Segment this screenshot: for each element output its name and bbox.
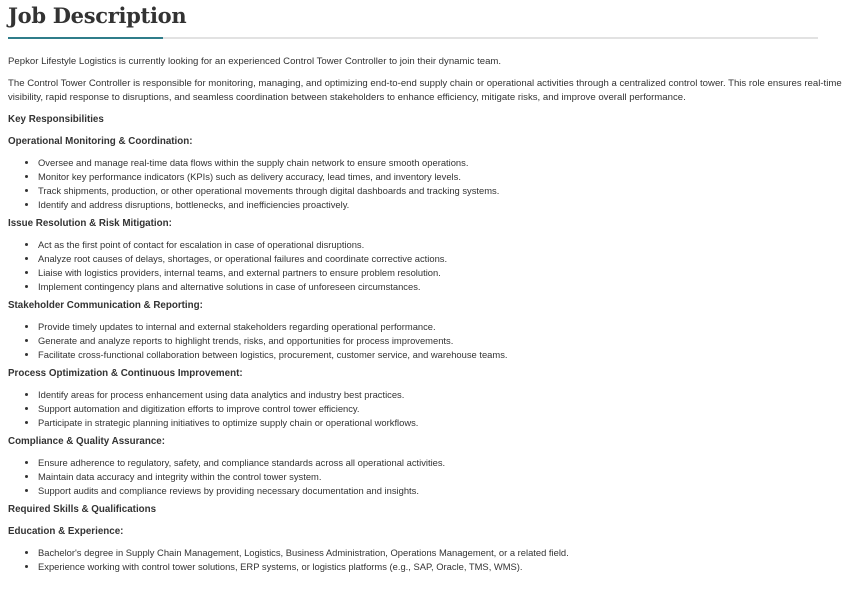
title-divider <box>8 37 818 39</box>
list-item: • Act as the first point of contact for escalation in case of operational disruptions. <box>38 238 845 252</box>
section-list-stakeholder-communication <box>8 320 845 362</box>
list-item: • Liaise with logistics providers, internal teams, and external partners to ensure problem resolution. <box>38 266 845 280</box>
list-item: • Generate and analyze reports to highlight trends, risks, and opportunities for process improvements. <box>38 334 845 348</box>
page-title: Job Description <box>8 3 187 28</box>
section-heading-compliance: Compliance & Quality Assurance: <box>8 436 165 447</box>
summary-paragraph: The Control Tower Controller is responsible for monitoring, managing, and optimizing end-to-end supply chain or operational activities through a centralized control tower. This role ensures real-time visibility, rapid response to disruptions, and seamless coordination between stakeholders to enhance efficiency, mitigate risks, and improve overall performance. <box>8 78 842 103</box>
list-item: • Identify areas for process enhancement using data analytics and industry best practices. <box>38 388 845 402</box>
section-list-process-optimization <box>8 388 845 430</box>
section-heading-stakeholder-communication: Stakeholder Communication & Reporting: <box>8 300 203 311</box>
section-heading-operational-monitoring: Operational Monitoring & Coordination: <box>8 136 193 147</box>
section-list-compliance <box>8 456 845 498</box>
list-item: • Experience working with control tower solutions, ERP systems, or logistics platforms (e.g., SAP, Oracle, TMS, WMS). <box>38 560 845 574</box>
section-list-issue-resolution <box>8 238 845 294</box>
list-item: • Provide timely updates to internal and external stakeholders regarding operational performance. <box>38 320 845 334</box>
section-list-education <box>8 546 845 574</box>
list-item: • Support automation and digitization efforts to improve control tower efficiency. <box>38 402 845 416</box>
list-item: • Oversee and manage real-time data flows within the supply chain network to ensure smooth operations. <box>38 156 845 170</box>
list-item: • Support audits and compliance reviews by providing necessary documentation and insights. <box>38 484 845 498</box>
list-item: • Identify and address disruptions, bottlenecks, and inefficiencies proactively. <box>38 198 845 212</box>
list-item: • Bachelor's degree in Supply Chain Management, Logistics, Business Administration, Operations Management, or a related field. <box>38 546 845 560</box>
list-item: • Maintain data accuracy and integrity within the control tower system. <box>38 470 845 484</box>
list-item: • Ensure adherence to regulatory, safety, and compliance standards across all operational activities. <box>38 456 845 470</box>
section-list-operational-monitoring <box>8 156 845 212</box>
section-heading-process-optimization: Process Optimization & Continuous Improvement: <box>8 368 243 379</box>
list-item: • Monitor key performance indicators (KPIs) such as delivery accuracy, lead times, and inventory levels. <box>38 170 845 184</box>
section-heading-issue-resolution: Issue Resolution & Risk Mitigation: <box>8 218 172 229</box>
responsibilities-heading: Key Responsibilities <box>8 114 104 125</box>
list-item: • Facilitate cross-functional collaboration between logistics, procurement, customer service, and warehouse teams. <box>38 348 845 362</box>
section-heading-education: Education & Experience: <box>8 526 124 537</box>
list-item: • Analyze root causes of delays, shortages, or operational failures and coordinate corrective actions. <box>38 252 845 266</box>
list-item: • Implement contingency plans and alternative solutions in case of unforeseen circumstances. <box>38 280 845 294</box>
list-item: • Participate in strategic planning initiatives to optimize supply chain or operational workflows. <box>38 416 845 430</box>
list-item: • Track shipments, production, or other operational movements through digital dashboards and tracking systems. <box>38 184 845 198</box>
intro-paragraph: Pepkor Lifestyle Logistics is currently looking for an experienced Control Tower Controller to join their dynamic team. <box>8 56 502 67</box>
skills-heading: Required Skills & Qualifications <box>8 504 157 515</box>
